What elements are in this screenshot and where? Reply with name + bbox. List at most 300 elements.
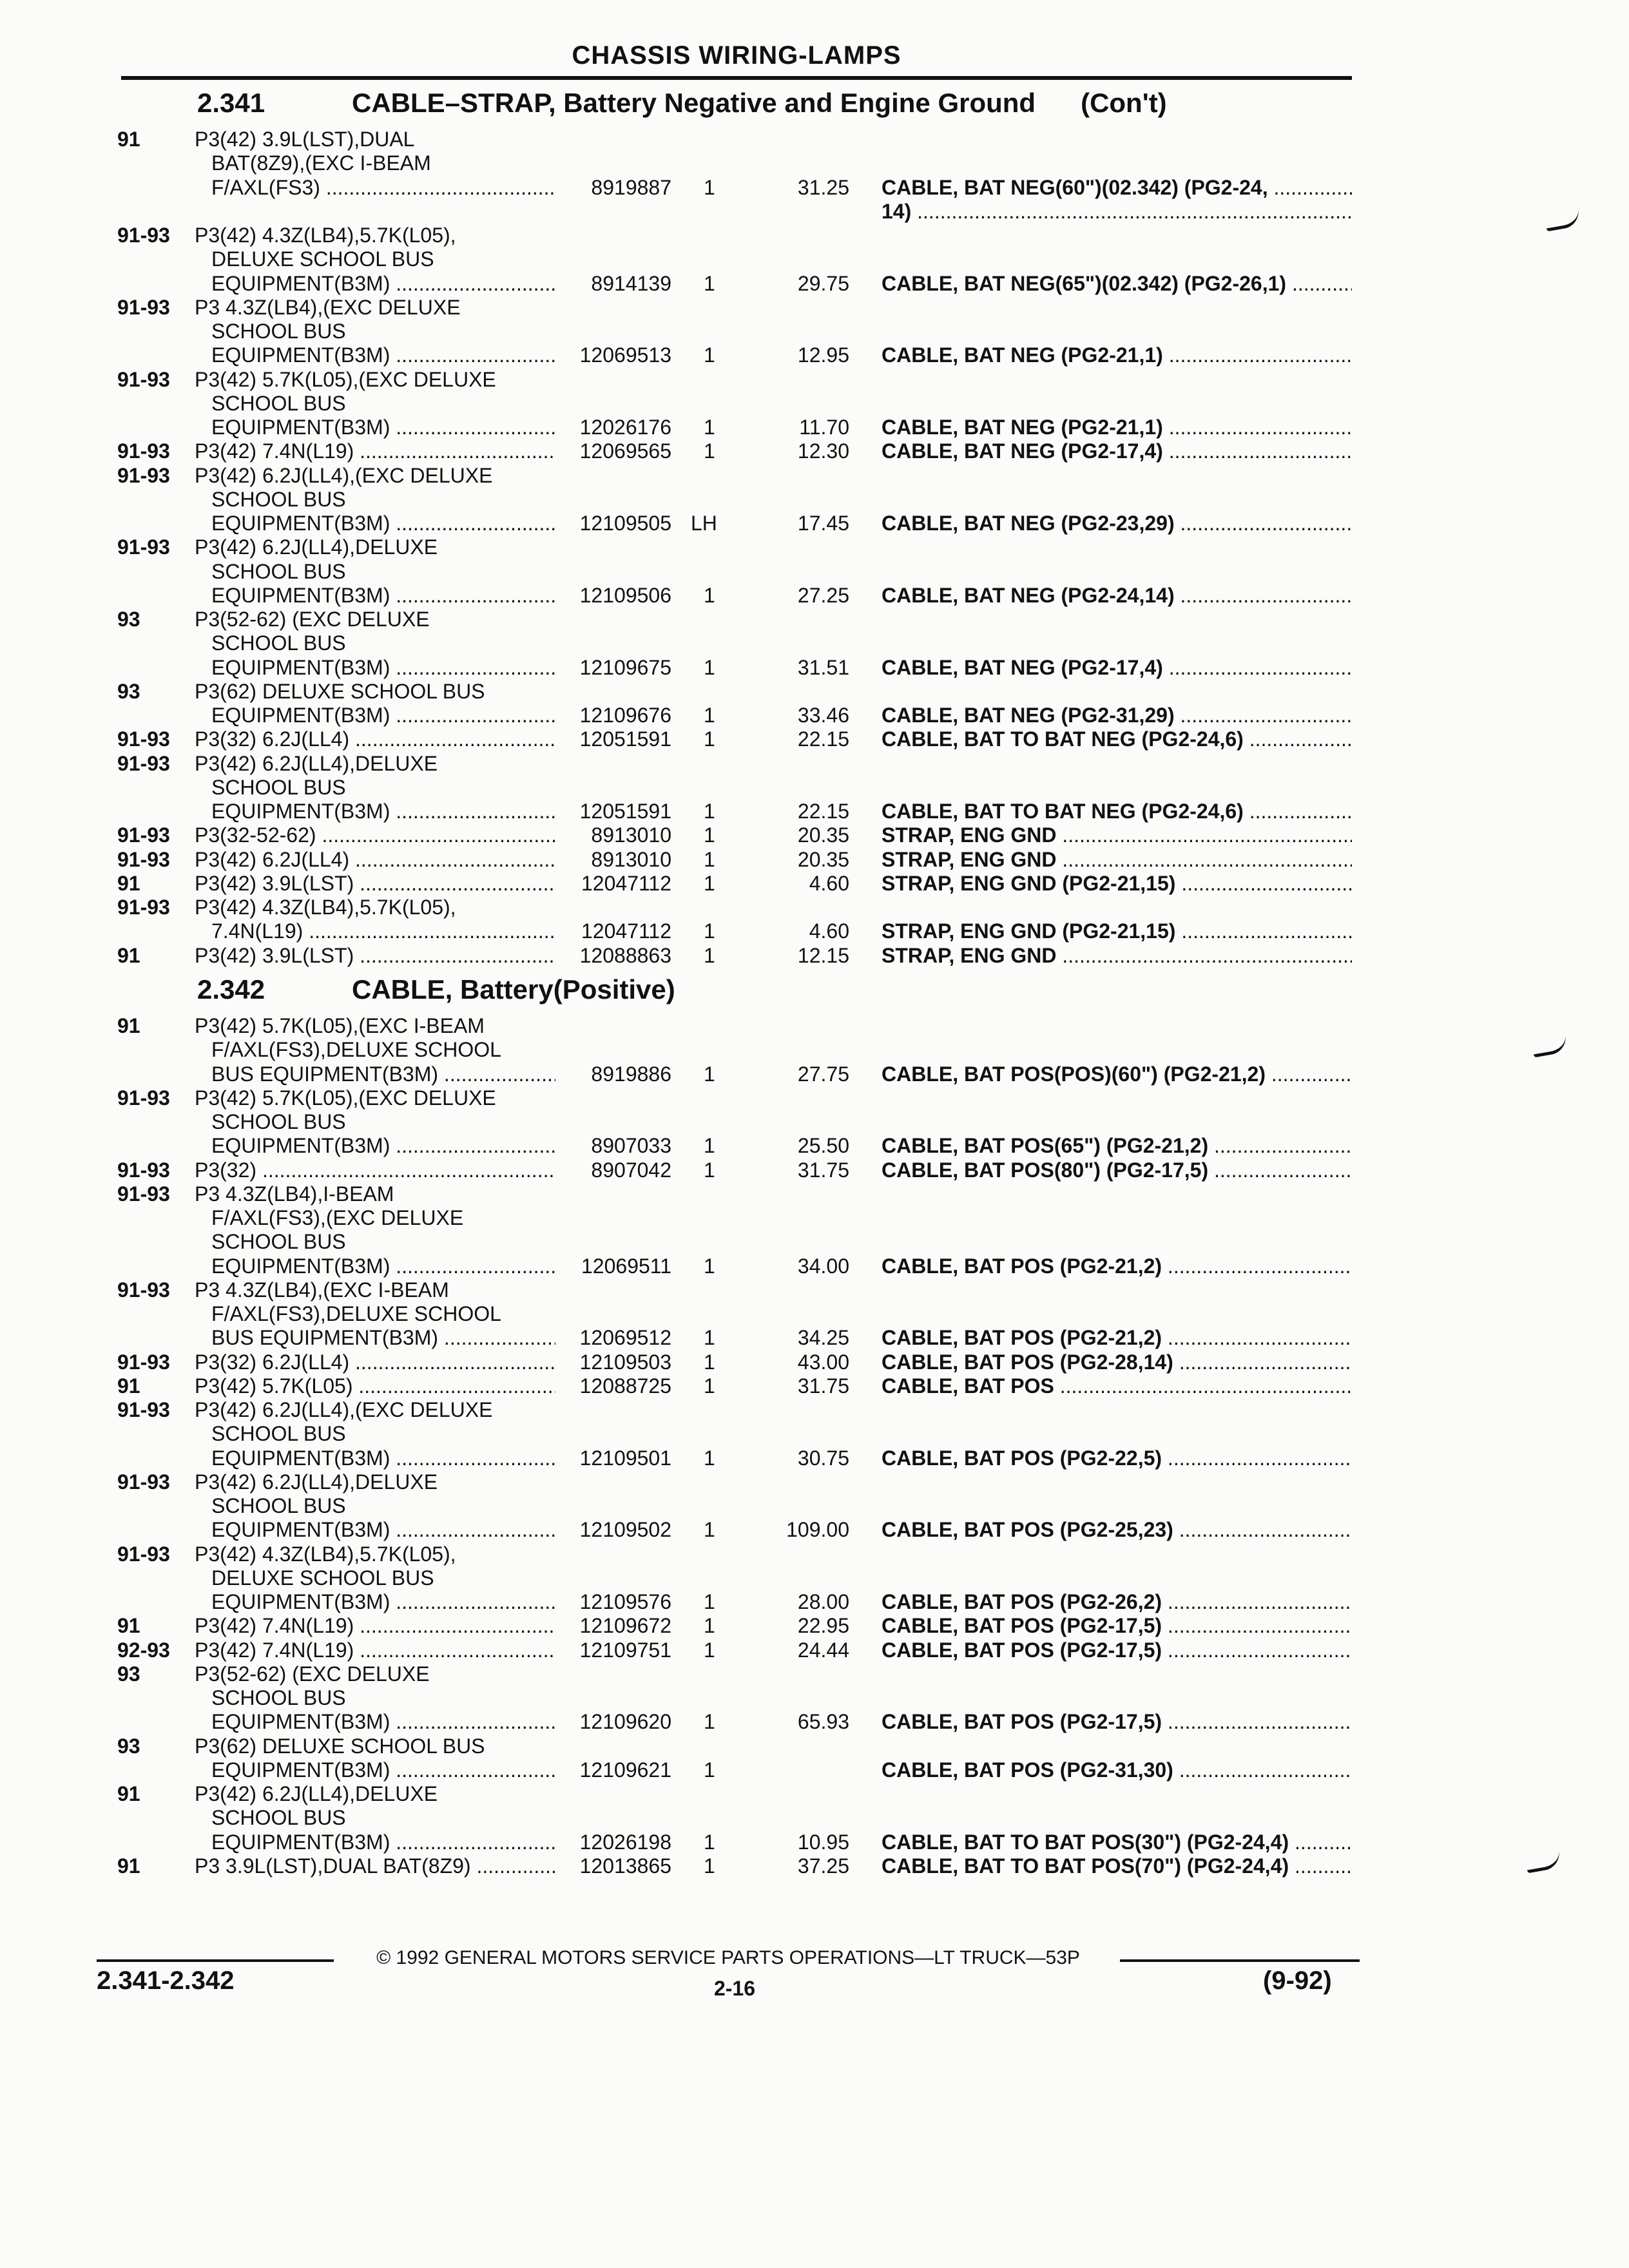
- quantity: 1: [704, 1254, 715, 1278]
- part-description: CABLE, BAT POS(POS)(60") (PG2-21,2) .....: [882, 1062, 1352, 1086]
- quantity: 1: [704, 1758, 715, 1782]
- model-years: 91-93: [117, 224, 170, 247]
- application-description: EQUIPMENT(B3M) .....: [211, 1710, 555, 1734]
- part-row: [0, 680, 1629, 704]
- part-row: [0, 1350, 1629, 1374]
- part-row: [0, 1518, 1629, 1542]
- model-years: 91-93: [117, 535, 170, 559]
- application-description: P3(42) 6.2J(LL4) .....: [195, 848, 555, 872]
- part-row: [0, 1710, 1629, 1734]
- price: 43.00: [797, 1350, 849, 1374]
- part-number: 12069513: [579, 343, 671, 367]
- part-row: [0, 439, 1629, 463]
- model-years: 91-93: [117, 1278, 170, 1302]
- part-row: [0, 704, 1629, 727]
- application-description: BAT(8Z9),(EXC I-BEAM: [211, 151, 431, 175]
- part-row: [0, 488, 1629, 512]
- quantity: LH: [691, 512, 717, 535]
- section-number: 2.341: [197, 88, 265, 118]
- part-row: [0, 272, 1629, 296]
- application-description: EQUIPMENT(B3M) .....: [211, 704, 555, 727]
- part-row: [0, 1206, 1629, 1230]
- model-years: 91: [117, 1374, 140, 1398]
- price: 27.25: [797, 583, 849, 607]
- part-description: CABLE, BAT POS(80") (PG2-17,5) .....: [882, 1158, 1352, 1182]
- application-description: P3(32-52-62) .....: [195, 823, 555, 847]
- application-description: P3(42) 7.4N(L19) .....: [195, 1614, 555, 1638]
- model-years: 91: [117, 1614, 140, 1638]
- part-row: [0, 416, 1629, 439]
- model-years: 91: [117, 943, 140, 967]
- application-description: P3(42) 6.2J(LL4),DELUXE: [195, 1470, 438, 1494]
- price: 20.35: [797, 847, 849, 871]
- part-row: [0, 1590, 1629, 1614]
- application-description: SCHOOL BUS: [211, 391, 346, 415]
- part-row: [0, 727, 1629, 751]
- part-description: CABLE, BAT POS (PG2-17,5) .....: [882, 1639, 1352, 1662]
- price: 12.30: [797, 439, 849, 463]
- part-row: [0, 1806, 1629, 1830]
- application-description: P3(42) 7.4N(L19) .....: [195, 439, 555, 463]
- section-range: 2.341-2.342: [97, 1966, 235, 1995]
- part-description: STRAP, ENG GND .....: [882, 823, 1352, 847]
- application-description: DELUXE SCHOOL BUS: [211, 1566, 434, 1590]
- application-description: F/AXL(FS3) .....: [211, 176, 555, 200]
- part-row: [0, 584, 1629, 608]
- price: 31.25: [797, 175, 849, 199]
- part-number: 12109576: [579, 1590, 671, 1613]
- application-description: EQUIPMENT(B3M) .....: [211, 272, 555, 296]
- part-number: 8919887: [591, 175, 671, 199]
- part-description: CABLE, BAT TO BAT POS(30") (PG2-24,4) .....: [882, 1831, 1352, 1854]
- page-number: 2-16: [713, 1977, 756, 2000]
- part-row: [0, 1831, 1629, 1854]
- part-number: 12109621: [579, 1758, 671, 1782]
- application-description: SCHOOL BUS: [211, 320, 346, 343]
- part-row: [0, 1782, 1629, 1806]
- model-years: 93: [117, 608, 140, 631]
- model-years: 91-93: [117, 1158, 170, 1182]
- part-row: [0, 631, 1629, 655]
- part-description: CABLE, BAT TO BAT POS(70") (PG2-24,4) .....: [882, 1854, 1352, 1878]
- part-row: [0, 1086, 1629, 1110]
- application-description: P3(42) 6.2J(LL4),(EXC DELUXE: [195, 463, 493, 487]
- part-number: 8907033: [591, 1134, 671, 1158]
- application-description: P3(42) 4.3Z(LB4),5.7K(L05),: [195, 1542, 456, 1566]
- price: 22.15: [797, 800, 849, 823]
- model-years: 91: [117, 1782, 140, 1805]
- model-years: 91-93: [117, 463, 170, 487]
- part-number: 12109676: [579, 704, 671, 727]
- quantity: 1: [704, 271, 715, 295]
- application-description: P3(42) 5.7K(L05),(EXC I-BEAM: [195, 1014, 485, 1037]
- part-row: [0, 560, 1629, 584]
- price: 22.95: [797, 1614, 849, 1638]
- application-description: P3(62) DELUXE SCHOOL BUS: [195, 1734, 485, 1758]
- copyright-notice: © 1992 GENERAL MOTORS SERVICE PARTS OPERATIONS—LT TRUCK—53P: [376, 1947, 1080, 1968]
- price: 29.75: [797, 271, 849, 295]
- part-description: CABLE, BAT TO BAT NEG (PG2-24,6) .....: [882, 727, 1352, 751]
- part-number: 12109505: [579, 512, 671, 535]
- section-heading: [197, 974, 675, 1008]
- part-row: [0, 1639, 1629, 1662]
- part-number: 12109506: [579, 583, 671, 607]
- model-years: 91-93: [117, 439, 170, 463]
- price: 31.75: [797, 1158, 849, 1182]
- price: 33.46: [797, 704, 849, 727]
- part-row: [0, 1038, 1629, 1062]
- part-row: [0, 1326, 1629, 1350]
- part-description: CABLE, BAT NEG (PG2-17,4) .....: [882, 656, 1352, 680]
- application-description: SCHOOL BUS: [211, 1806, 346, 1830]
- part-description: CABLE, BAT NEG (PG2-23,29) .....: [882, 512, 1352, 535]
- part-description: STRAP, ENG GND .....: [882, 944, 1352, 968]
- part-row: [0, 656, 1629, 680]
- part-description: CABLE, BAT POS (PG2-21,2) .....: [882, 1326, 1352, 1350]
- model-years: 91-93: [117, 1182, 170, 1206]
- part-number: 12069511: [581, 1254, 671, 1278]
- part-row: [0, 1854, 1629, 1878]
- model-years: 91-93: [117, 896, 170, 919]
- price: 31.51: [797, 655, 849, 679]
- part-row: [0, 1686, 1629, 1710]
- model-years: 91: [117, 871, 140, 895]
- application-description: SCHOOL BUS: [211, 1110, 346, 1133]
- part-description: CABLE, BAT TO BAT NEG (PG2-24,6) .....: [882, 800, 1352, 823]
- part-number: 12109501: [579, 1446, 671, 1470]
- price: 34.00: [797, 1254, 849, 1278]
- part-row: [0, 1446, 1629, 1470]
- application-description: P3(42) 7.4N(L19) .....: [195, 1639, 555, 1662]
- part-description: STRAP, ENG GND (PG2-21,15) .....: [882, 919, 1352, 943]
- application-description: EQUIPMENT(B3M) .....: [211, 512, 555, 535]
- part-number: 12047112: [581, 919, 671, 943]
- part-row: [0, 535, 1629, 559]
- quantity: 1: [704, 1446, 715, 1470]
- part-number: 12109620: [579, 1710, 671, 1734]
- quantity: 1: [704, 1134, 715, 1158]
- quantity: 1: [704, 1830, 715, 1854]
- part-number: 12013865: [579, 1854, 671, 1878]
- application-description: P3(52-62) (EXC DELUXE: [195, 608, 430, 631]
- application-description: P3(62) DELUXE SCHOOL BUS: [195, 679, 485, 703]
- date-code: (9-92): [1263, 1966, 1332, 1995]
- part-description: CABLE, BAT POS (PG2-31,30) .....: [882, 1758, 1352, 1782]
- application-description: P3(42) 5.7K(L05) .....: [195, 1374, 555, 1398]
- quantity: 1: [704, 1350, 715, 1374]
- part-row: [0, 200, 1629, 224]
- price: 65.93: [797, 1710, 849, 1734]
- application-description: EQUIPMENT(B3M) .....: [211, 800, 555, 823]
- price: 12.15: [797, 943, 849, 967]
- application-description: F/AXL(FS3),(EXC DELUXE: [211, 1206, 464, 1229]
- model-years: 91: [117, 1854, 140, 1878]
- part-row: [0, 608, 1629, 631]
- application-description: EQUIPMENT(B3M) .....: [211, 1758, 555, 1782]
- application-description: P3 4.3Z(LB4),I-BEAM: [195, 1182, 394, 1206]
- application-description: P3(42) 3.9L(LST) .....: [195, 872, 555, 896]
- part-description: CABLE, BAT NEG (PG2-21,1) .....: [882, 343, 1352, 367]
- quantity: 1: [704, 919, 715, 943]
- application-description: DELUXE SCHOOL BUS: [211, 247, 434, 271]
- application-description: SCHOOL BUS: [211, 1686, 346, 1709]
- part-description: CABLE, BAT POS (PG2-22,5) .....: [882, 1446, 1352, 1470]
- quantity: 1: [704, 1638, 715, 1662]
- part-row: [0, 1614, 1629, 1638]
- part-row: [0, 512, 1629, 535]
- quantity: 1: [704, 583, 715, 607]
- part-row: [0, 1278, 1629, 1302]
- part-row: [0, 1302, 1629, 1326]
- part-number: 12109672: [579, 1614, 671, 1638]
- model-years: 91: [117, 1014, 140, 1037]
- part-number: 12069565: [579, 439, 671, 463]
- model-years: 91-93: [117, 1542, 170, 1566]
- part-row: [0, 1374, 1629, 1398]
- part-row: [0, 1110, 1629, 1134]
- model-years: 93: [117, 1734, 140, 1758]
- part-description: CABLE, BAT POS (PG2-17,5) .....: [882, 1614, 1352, 1638]
- part-description: STRAP, ENG GND (PG2-21,15) .....: [882, 872, 1352, 896]
- part-row: [0, 1014, 1629, 1038]
- section-title: CABLE–STRAP, Battery Negative and Engine Ground: [352, 88, 1036, 118]
- model-years: 91-93: [117, 727, 170, 751]
- part-number: 8919886: [591, 1062, 671, 1086]
- part-number: 12051591: [579, 800, 671, 823]
- application-description: P3 4.3Z(LB4),(EXC I-BEAM: [195, 1278, 449, 1302]
- quantity: 1: [704, 1326, 715, 1350]
- part-number: 12109503: [579, 1350, 671, 1374]
- application-description: SCHOOL BUS: [211, 559, 346, 583]
- part-row: [0, 752, 1629, 776]
- part-description: CABLE, BAT NEG (PG2-31,29) .....: [882, 704, 1352, 727]
- price: 22.15: [797, 727, 849, 751]
- quantity: 1: [704, 1374, 715, 1398]
- quantity: 1: [704, 343, 715, 367]
- application-description: EQUIPMENT(B3M) .....: [211, 1446, 555, 1470]
- application-description: BUS EQUIPMENT(B3M) .....: [211, 1326, 555, 1350]
- model-years: 91-93: [117, 1398, 170, 1421]
- application-description: P3(42) 6.2J(LL4),DELUXE: [195, 1782, 438, 1805]
- application-description: SCHOOL BUS: [211, 487, 346, 511]
- part-description: CABLE, BAT NEG (PG2-17,4) .....: [882, 439, 1352, 463]
- part-row: [0, 320, 1629, 343]
- part-number: 12026198: [579, 1830, 671, 1854]
- application-description: F/AXL(FS3),DELUXE SCHOOL: [211, 1038, 501, 1062]
- application-description: P3 3.9L(LST),DUAL BAT(8Z9) .....: [195, 1854, 555, 1878]
- part-number: 12051591: [579, 727, 671, 751]
- part-description: CABLE, BAT POS (PG2-17,5) .....: [882, 1710, 1352, 1734]
- part-description: CABLE, BAT NEG(60")(02.342) (PG2-24, .....: [882, 176, 1352, 200]
- application-description: EQUIPMENT(B3M) .....: [211, 343, 555, 367]
- application-description: P3(32) 6.2J(LL4) .....: [195, 727, 555, 751]
- application-description: EQUIPMENT(B3M) .....: [211, 1254, 555, 1278]
- quantity: 1: [704, 1062, 715, 1086]
- part-description: CABLE, BAT POS (PG2-28,14) .....: [882, 1350, 1352, 1374]
- quantity: 1: [704, 655, 715, 679]
- part-row: [0, 919, 1629, 943]
- application-description: SCHOOL BUS: [211, 1230, 346, 1254]
- price: 37.25: [797, 1854, 849, 1878]
- application-description: P3(32) .....: [195, 1158, 555, 1182]
- page-title: CHASSIS WIRING-LAMPS: [572, 41, 901, 70]
- quantity: 1: [704, 175, 715, 199]
- part-number: 12109502: [579, 1518, 671, 1542]
- part-row: [0, 296, 1629, 320]
- model-years: 91-93: [117, 1086, 170, 1110]
- quantity: 1: [704, 416, 715, 439]
- model-years: 92-93: [117, 1638, 170, 1662]
- part-row: [0, 1542, 1629, 1566]
- part-row: [0, 1254, 1629, 1278]
- part-row: [0, 1230, 1629, 1254]
- model-years: 91-93: [117, 1350, 170, 1374]
- part-row: [0, 1470, 1629, 1494]
- application-description: P3(42) 3.9L(LST) .....: [195, 944, 555, 968]
- quantity: 1: [704, 1710, 715, 1734]
- application-description: 7.4N(L19) .....: [211, 919, 555, 943]
- part-description: CABLE, BAT NEG (PG2-24,14) .....: [882, 584, 1352, 608]
- model-years: 91-93: [117, 847, 170, 871]
- part-row: [0, 392, 1629, 416]
- part-row: [0, 1494, 1629, 1518]
- part-description: CABLE, BAT POS(65") (PG2-21,2) .....: [882, 1134, 1352, 1158]
- part-row: [0, 128, 1629, 151]
- price: 28.00: [797, 1590, 849, 1613]
- quantity: 1: [704, 823, 715, 847]
- part-number: 8913010: [591, 823, 671, 847]
- part-number: 12026176: [579, 416, 671, 439]
- part-row: [0, 872, 1629, 896]
- price: 27.75: [797, 1062, 849, 1086]
- part-row: [0, 944, 1629, 968]
- application-description: SCHOOL BUS: [211, 1494, 346, 1517]
- part-description: CABLE, BAT POS (PG2-25,23) .....: [882, 1518, 1352, 1542]
- part-description: STRAP, ENG GND .....: [882, 848, 1352, 872]
- part-description: CABLE, BAT POS (PG2-21,2) .....: [882, 1254, 1352, 1278]
- application-description: P3(42) 4.3Z(LB4),5.7K(L05),: [195, 224, 456, 247]
- application-description: P3(42) 4.3Z(LB4),5.7K(L05),: [195, 896, 456, 919]
- application-description: P3(42) 6.2J(LL4),DELUXE: [195, 751, 438, 775]
- application-description: P3(42) 6.2J(LL4),(EXC DELUXE: [195, 1398, 493, 1421]
- part-number: 8907042: [591, 1158, 671, 1182]
- quantity: 1: [704, 704, 715, 727]
- application-description: P3 4.3Z(LB4),(EXC DELUXE: [195, 295, 461, 319]
- quantity: 1: [704, 871, 715, 895]
- header-rule: [121, 76, 1352, 80]
- part-row: [0, 848, 1629, 872]
- part-row: [0, 1182, 1629, 1206]
- quantity: 1: [704, 800, 715, 823]
- part-row: [0, 247, 1629, 271]
- part-row: [0, 1062, 1629, 1086]
- price: 20.35: [797, 823, 849, 847]
- section-number: 2.342: [197, 974, 265, 1004]
- model-years: 91-93: [117, 367, 170, 391]
- application-description: SCHOOL BUS: [211, 631, 346, 655]
- part-number: 12109675: [579, 655, 671, 679]
- price: 4.60: [809, 919, 849, 943]
- quantity: 1: [704, 439, 715, 463]
- part-number: 12069512: [579, 1326, 671, 1350]
- part-row: [0, 368, 1629, 392]
- quantity: 1: [704, 847, 715, 871]
- application-description: EQUIPMENT(B3M) .....: [211, 1590, 555, 1614]
- price: 17.45: [797, 512, 849, 535]
- application-description: EQUIPMENT(B3M) .....: [211, 656, 555, 680]
- application-description: F/AXL(FS3),DELUXE SCHOOL: [211, 1302, 501, 1325]
- model-years: 91-93: [117, 295, 170, 319]
- footer-rule-left: [97, 1959, 334, 1962]
- price: 31.75: [797, 1374, 849, 1398]
- application-description: P3(42) 3.9L(LST),DUAL: [195, 128, 415, 151]
- part-description: CABLE, BAT NEG(65")(02.342) (PG2-26,1) .....: [882, 272, 1352, 296]
- part-row: [0, 224, 1629, 247]
- application-description: SCHOOL BUS: [211, 1422, 346, 1446]
- application-description: P3(42) 6.2J(LL4),DELUXE: [195, 535, 438, 559]
- quantity: 1: [704, 1518, 715, 1542]
- price: 24.44: [797, 1638, 849, 1662]
- part-number: 12047112: [581, 871, 671, 895]
- part-number: 12088863: [579, 943, 671, 967]
- price: 34.25: [797, 1326, 849, 1350]
- application-description: EQUIPMENT(B3M) .....: [211, 584, 555, 608]
- quantity: 1: [704, 727, 715, 751]
- price: 4.60: [809, 871, 849, 895]
- continued-label: (Con't): [1081, 88, 1167, 118]
- part-row: [0, 151, 1629, 175]
- model-years: 93: [117, 1662, 140, 1686]
- part-description: 14) .....: [882, 200, 1352, 224]
- quantity: 1: [704, 943, 715, 967]
- price: 11.70: [799, 416, 849, 439]
- application-description: EQUIPMENT(B3M) .....: [211, 416, 555, 439]
- application-description: EQUIPMENT(B3M) .....: [211, 1134, 555, 1158]
- footer-rule-right: [1120, 1959, 1360, 1962]
- application-description: EQUIPMENT(B3M) .....: [211, 1831, 555, 1854]
- part-row: [0, 1758, 1629, 1782]
- quantity: 1: [704, 1590, 715, 1613]
- application-description: SCHOOL BUS: [211, 775, 346, 799]
- model-years: 91-93: [117, 823, 170, 847]
- part-description: CABLE, BAT POS (PG2-26,2) .....: [882, 1590, 1352, 1614]
- price: 10.95: [797, 1830, 849, 1854]
- price: 30.75: [797, 1446, 849, 1470]
- part-number: 12088725: [579, 1374, 671, 1398]
- model-years: 91-93: [117, 1470, 170, 1494]
- application-description: P3(32) 6.2J(LL4) .....: [195, 1350, 555, 1374]
- part-description: CABLE, BAT NEG (PG2-21,1) .....: [882, 416, 1352, 439]
- part-row: [0, 776, 1629, 800]
- model-years: 91: [117, 128, 140, 151]
- application-description: P3(52-62) (EXC DELUXE: [195, 1662, 430, 1686]
- application-description: EQUIPMENT(B3M) .....: [211, 1518, 555, 1542]
- quantity: 1: [704, 1854, 715, 1878]
- section-title: CABLE, Battery(Positive): [352, 974, 675, 1004]
- part-row: [0, 1398, 1629, 1422]
- part-row: [0, 176, 1629, 200]
- part-row: [0, 823, 1629, 847]
- part-row: [0, 1662, 1629, 1686]
- part-row: [0, 343, 1629, 367]
- part-row: [0, 464, 1629, 488]
- part-number: 8914139: [591, 271, 671, 295]
- part-number: 8913010: [591, 847, 671, 871]
- section-heading: [197, 88, 1167, 121]
- price: 25.50: [797, 1134, 849, 1158]
- part-row: [0, 1134, 1629, 1158]
- model-years: 93: [117, 679, 140, 703]
